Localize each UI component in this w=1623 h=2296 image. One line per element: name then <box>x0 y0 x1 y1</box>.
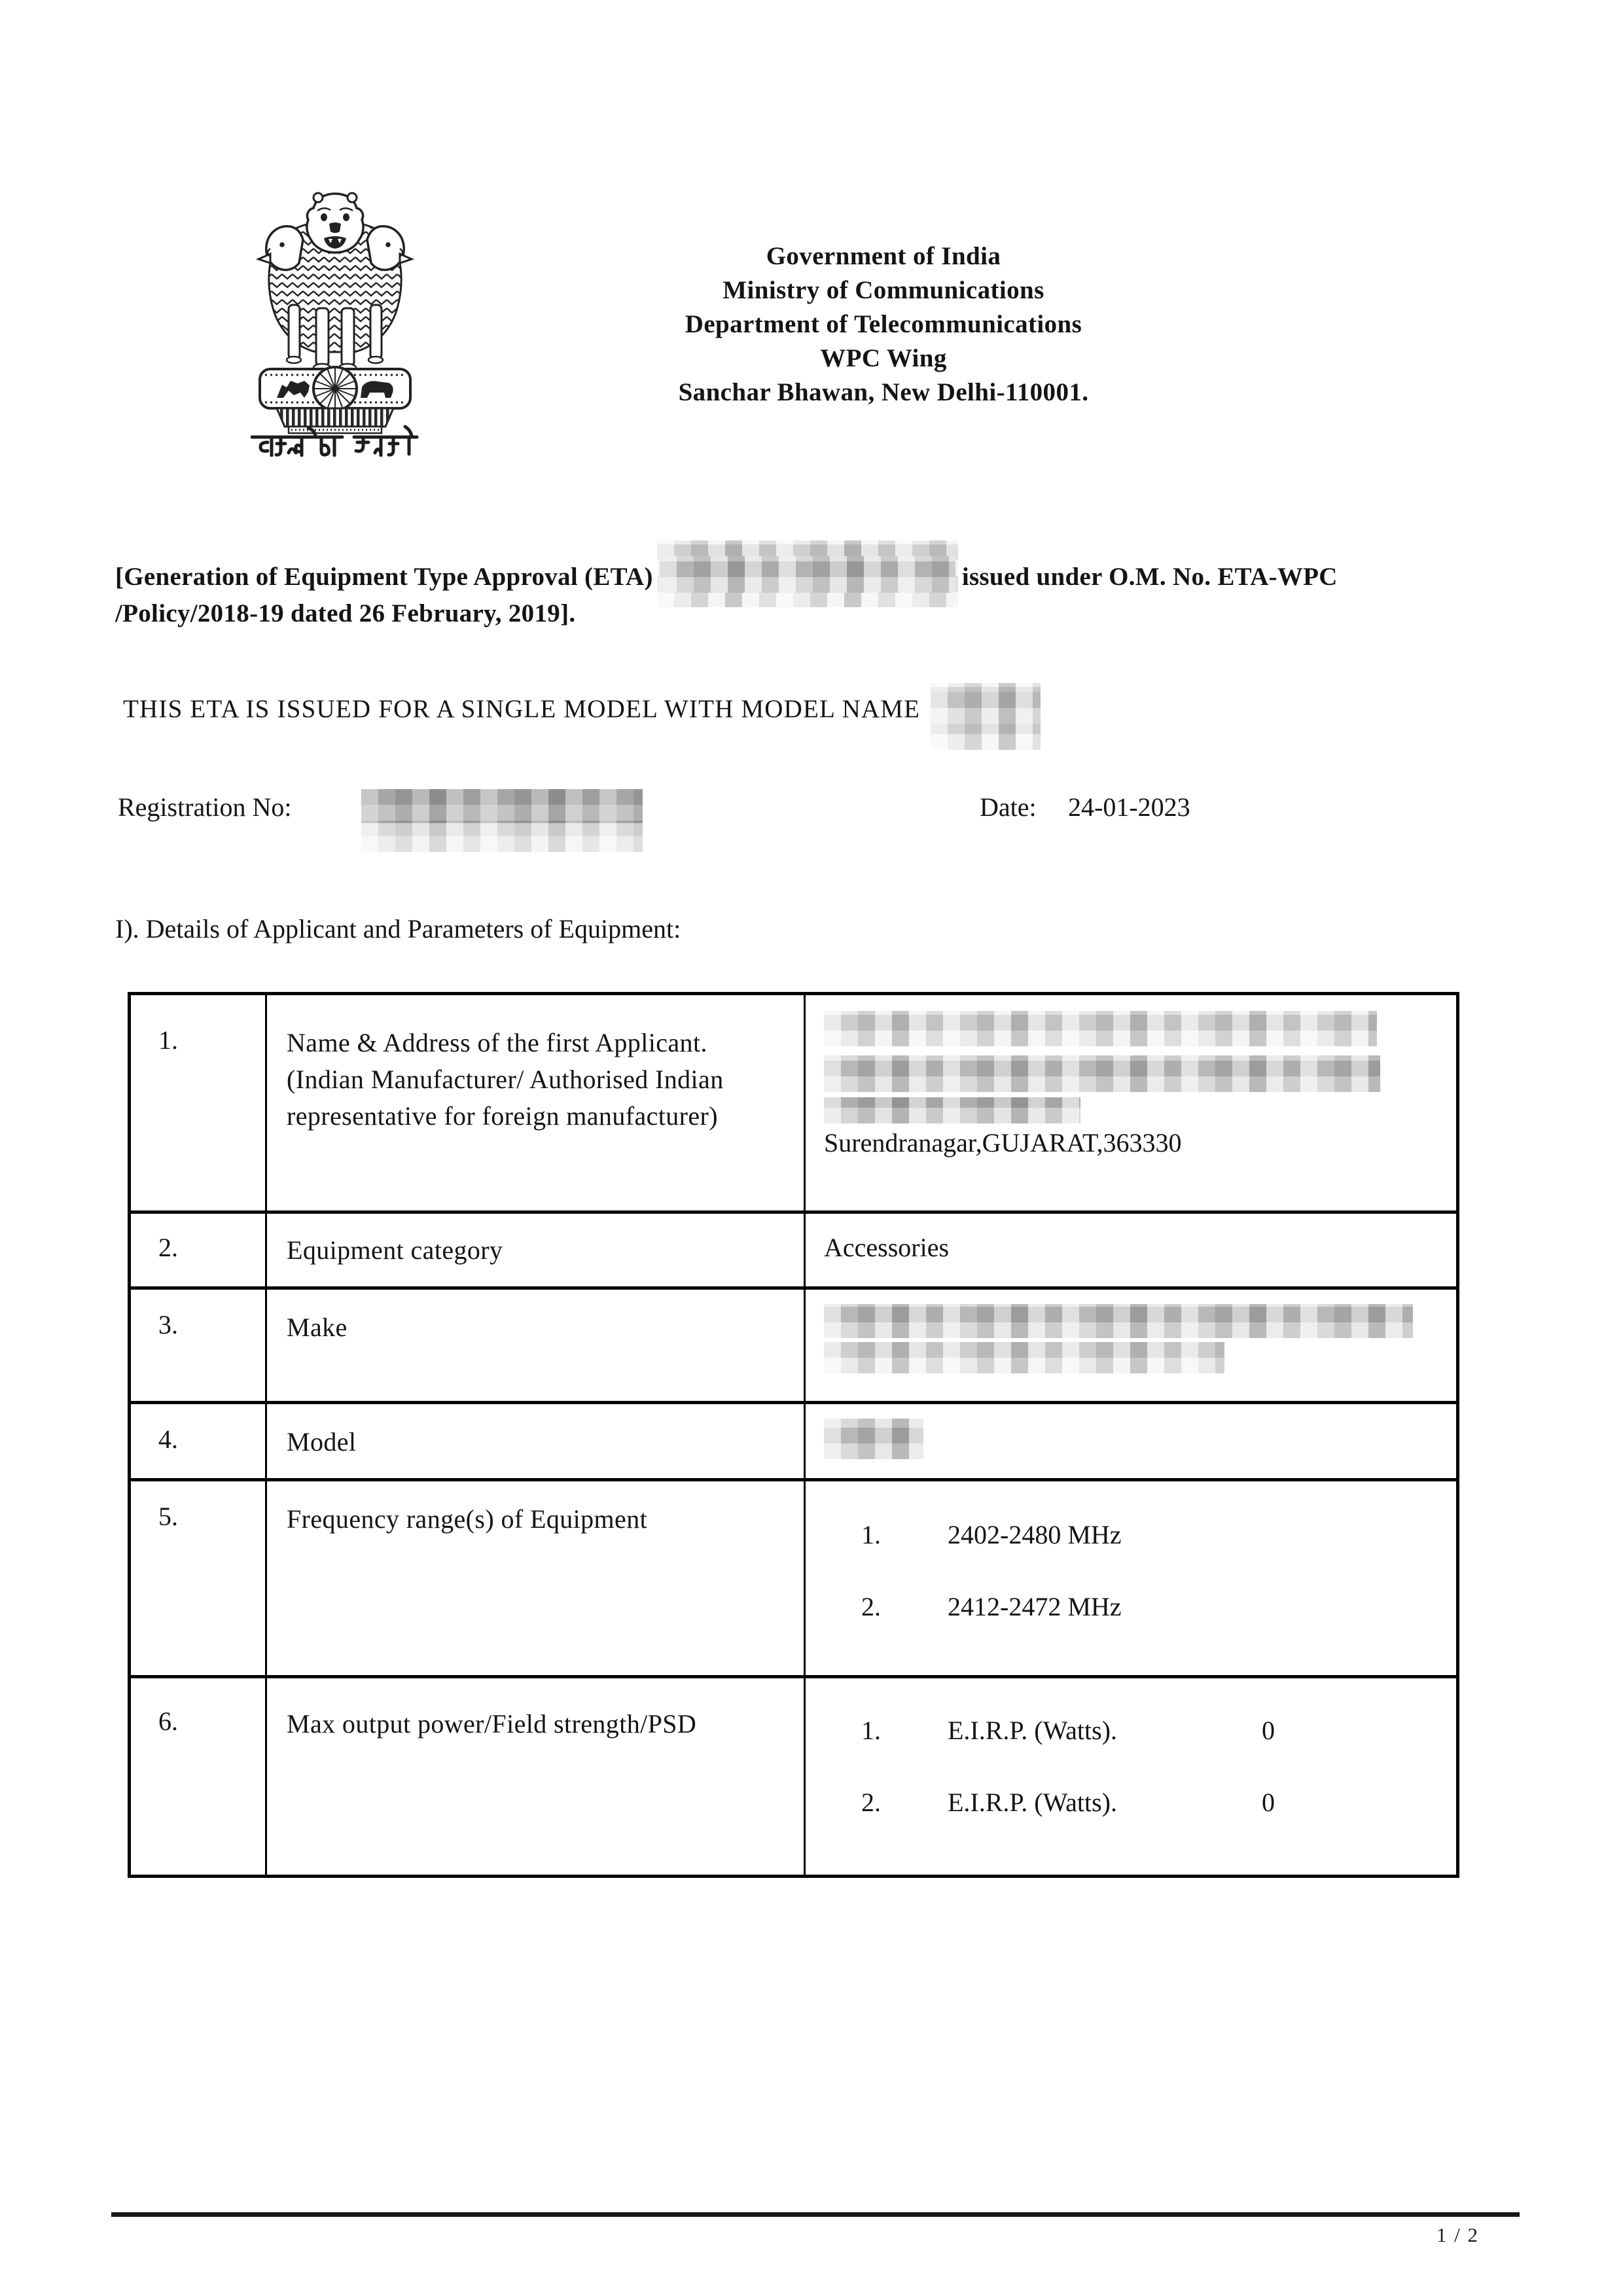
table-row-frequency-ranges <box>131 1478 1456 1675</box>
row-value-cell <box>804 995 1456 1210</box>
header-line-wpc-wing: WPC Wing <box>820 344 947 372</box>
page-number: 1 / 2 <box>1436 2223 1479 2246</box>
eirp-item <box>824 1787 1456 1818</box>
row-number-cell: 1. <box>158 1025 178 1055</box>
row-value-cell <box>804 1404 1456 1478</box>
intro-text-before-redaction: [Generation of Equipment Type Approval (ETA) <box>115 563 653 591</box>
table-row-max-output-power <box>131 1675 1456 1875</box>
frequency-item <box>824 1519 1456 1551</box>
table-row-applicant <box>131 995 1456 1210</box>
redacted-make-line-1 <box>824 1304 1413 1338</box>
frequency-item <box>824 1591 1456 1623</box>
table-row-make <box>131 1286 1456 1401</box>
redacted-eta-number-block <box>660 556 955 593</box>
intro-second-line: /Policy/2018-19 dated 26 February, 2019]. <box>115 599 576 627</box>
frequency-item-number: 2. <box>861 1592 881 1621</box>
eirp-item-value: 0 <box>1262 1788 1275 1817</box>
applicant-visible-address: Surendranagar,GUJARAT,363330 <box>824 1128 1182 1157</box>
eirp-item-number: 2. <box>861 1788 881 1817</box>
government-header <box>393 239 1374 410</box>
row-value-cell <box>804 1481 1456 1675</box>
row-number-cell: 4. <box>158 1424 178 1454</box>
table-row-equipment-category <box>131 1210 1456 1286</box>
header-line-govt-of-india: Government of India <box>766 242 1001 270</box>
row-label-cell: Equipment category <box>265 1214 804 1286</box>
details-section-heading: I). Details of Applicant and Parameters of Equipment: <box>115 914 681 944</box>
row-number-cell: 5. <box>158 1502 178 1531</box>
eta-generation-paragraph <box>115 556 1548 632</box>
row-label-cell: Model <box>265 1404 804 1478</box>
redacted-model-name-block <box>931 692 1041 724</box>
row-number-cell: 3. <box>158 1310 178 1339</box>
redacted-applicant-line-2 <box>824 1055 1380 1092</box>
row-label-cell: Make <box>265 1290 804 1401</box>
intro-text-after-redaction: issued under O.M. No. ETA-WPC <box>961 563 1338 591</box>
single-model-text: THIS ETA IS ISSUED FOR A SINGLE MODEL WITH MODEL NAME <box>123 695 921 723</box>
row-value-cell <box>804 1290 1456 1401</box>
eirp-item-label: E.I.R.P. (Watts). <box>948 1716 1117 1745</box>
applicant-details-table <box>128 992 1459 1878</box>
registration-no-label: Registration No: <box>118 792 292 822</box>
single-model-statement <box>123 692 1041 725</box>
frequency-item-value: 2402-2480 MHz <box>948 1520 1122 1549</box>
row-number-cell: 6. <box>158 1706 178 1736</box>
eirp-item-number: 1. <box>861 1716 881 1745</box>
date-label: Date: <box>980 792 1037 822</box>
date-value: 24-01-2023 <box>1068 792 1190 822</box>
redacted-model-value <box>824 1419 923 1459</box>
header-line-ministry: Ministry of Communications <box>722 276 1044 304</box>
eirp-item-value: 0 <box>1262 1716 1275 1745</box>
footer-divider-line <box>111 2212 1520 2217</box>
redacted-applicant-line-3 <box>824 1097 1080 1123</box>
row-value-cell: Accessories <box>804 1214 1456 1286</box>
row-label-cell: Max output power/Field strength/PSD <box>265 1678 804 1875</box>
row-value-cell <box>804 1678 1456 1875</box>
redacted-registration-number-block <box>361 789 643 852</box>
header-line-address: Sanchar Bhawan, New Delhi-110001. <box>678 378 1089 406</box>
header-line-department: Department of Telecommunications <box>685 310 1082 338</box>
frequency-item-number: 1. <box>861 1520 881 1549</box>
table-row-model <box>131 1401 1456 1478</box>
redacted-make-line-2 <box>824 1342 1224 1373</box>
row-number-cell: 2. <box>158 1233 178 1262</box>
redacted-applicant-line-1 <box>824 1011 1377 1046</box>
row-label-cell: Name & Address of the first Applicant. (Indian Manufacturer/ Authorised Indian representative for foreign manufacturer) <box>265 995 804 1210</box>
eirp-item-label: E.I.R.P. (Watts). <box>948 1788 1117 1817</box>
eirp-item <box>824 1715 1456 1746</box>
frequency-item-value: 2412-2472 MHz <box>948 1592 1122 1621</box>
row-label-cell: Frequency range(s) of Equipment <box>265 1481 804 1675</box>
